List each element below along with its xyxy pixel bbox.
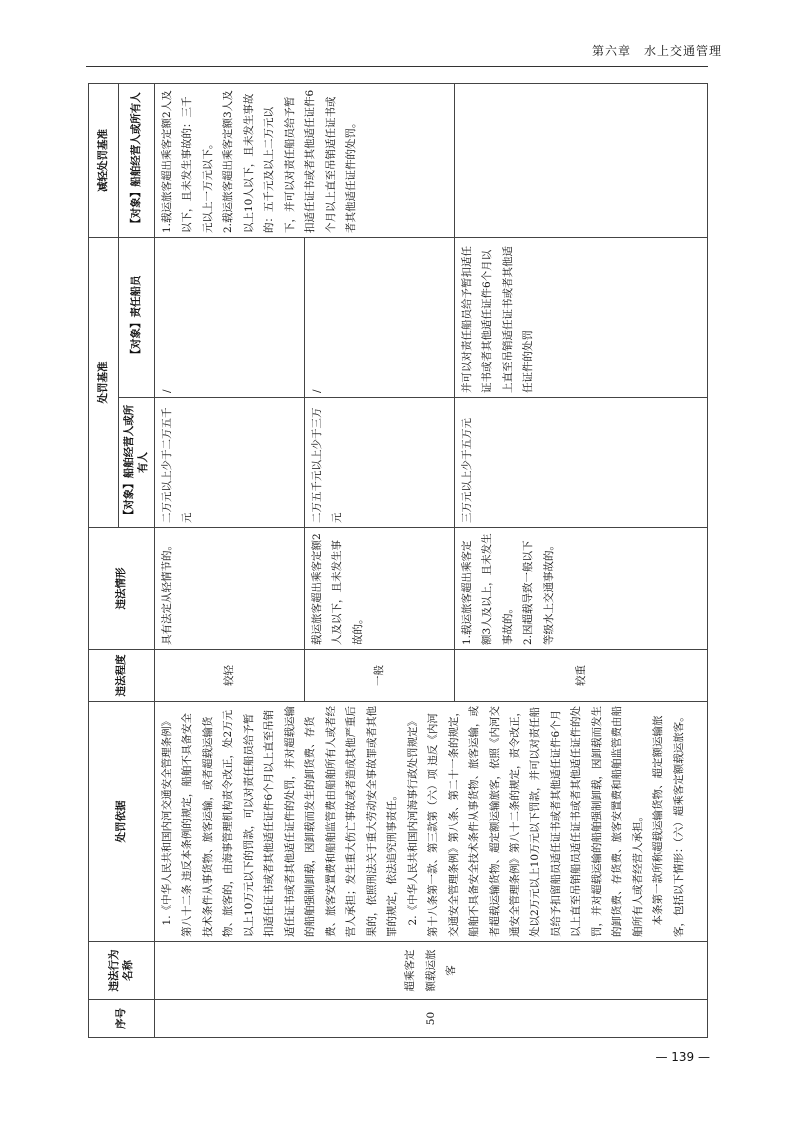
header-penalty-owner: 【对象】船舶经营人或所有人	[119, 398, 155, 528]
cell-mitigate-empty	[455, 84, 708, 238]
header-name: 违法行为名称	[89, 942, 155, 1000]
cell-crew-penalty: /	[305, 238, 455, 398]
page-number: — 139 —	[655, 1050, 710, 1064]
header-situation: 违法情形	[89, 528, 155, 650]
basis-paragraph-3: 本条第一款所称超载运输货物、超定额运输旅客，包括以下情形：（六）超乘客定额载运旅客。	[652, 711, 685, 937]
cell-crew-penalty: 并可以对责任船员给予暂扣适任证书或者其他适任证件6个月以上直至吊销适任证书或者其他适任证件的处罚	[455, 238, 708, 398]
cell-situation: 载运旅客超出乘客定额2人及以下，且未发生事故的。	[305, 528, 455, 650]
chapter-title: 第六章 水上交通管理	[591, 44, 722, 58]
penalty-table	[88, 83, 708, 1038]
header-rule	[86, 66, 708, 67]
header-seq: 序号	[89, 1000, 155, 1038]
cell-seq: 50	[155, 1000, 708, 1038]
cell-basis	[155, 702, 708, 942]
basis-paragraph-2: 2.《中华人民共和国内河海事行政处罚规定》第十八条第一款、第三款第（六）项 违反《内河交通安全管理条例》第八条、第二十一条的规定，船舶不具备安全技术条件从事货物、旅客运输，或者超载运输货物、超定额运输旅客，依照《内河交通安全管理条例》第八十二条的规定，责令改正，处以2万元以上10万元以下罚款，并可以对责任船员给予扣留船员适任证书或者其他适任证件6个月以上直至吊销船员适任证书或者其他适任证件的处罚，并对超载运输的船舶强制卸载，因卸载而发生的卸货费、存货费、旅客安置费和船舶监管费由船舶所有人或者经营人承担。	[406, 706, 644, 937]
cell-degree: 较重	[455, 650, 708, 702]
header-mitigate-owner: 【对象】船舶经营人或所有人	[119, 84, 155, 238]
cell-situation: 1.载运旅客超出乘客定额3人及以上，且未发生事故的。 2.因超载导致一般以下等级水上交通事故的。	[455, 528, 708, 650]
cell-degree: 一般	[305, 650, 455, 702]
header-basis: 处罚依据	[89, 702, 155, 942]
header-penalty-crew: 【对象】责任船员	[119, 238, 155, 398]
cell-owner-penalty: 三万元以上少于五万元	[455, 398, 708, 528]
cell-owner-penalty: 二万元以上少于二万五千元	[155, 398, 305, 528]
header-mitigate-group: 减轻处罚基准	[89, 84, 119, 238]
cell-mitigate: 1.载运旅客超出乘客定额2人及以下，且未发生事故的：三千元以上一万元以下。 2.载运旅客超出乘客定额3人及以上10人以下，且未发生事故的：五千元及以上二万元以下，并可以对责任船员给予暂扣适任证书或者其他适任证件6个月以上直至吊销适任证书或者其他适任证件的处罚。	[155, 84, 455, 238]
cell-name: 超乘客定额载运旅客	[155, 942, 708, 1000]
header-penalty-group: 处罚基准	[89, 238, 119, 528]
basis-paragraph-1: 1.《中华人民共和国内河交通安全管理条例》第八十二条 违反本条例的规定，船舶不具备安全技术条件从事货物、旅客运输，或者超载运输货物、旅客的，由海事管理机构责令改正，处2万元以上10万元以下的罚款，可以对责任船员给予暂扣适任证书或者其他适任证件6个月以上直至吊销适任证书或者其他适任证件的处罚，并对超载运输的船舶强制卸载，因卸载而发生的卸货费、存货费、旅客安置费和船舶监管费由船舶所有人或者经营人承担；发生重大伤亡事故或者造成其他严重后果的，依照刑法关于重大劳动安全事故罪或者其他罪的规定，依法追究刑事责任。	[161, 706, 399, 937]
cell-situation: 具有法定从轻情节的。	[155, 528, 305, 650]
rotated-table-wrapper	[88, 84, 708, 1038]
cell-owner-penalty: 二万五千元以上少于三万元	[305, 398, 455, 528]
cell-crew-penalty: /	[155, 238, 305, 398]
header-degree: 违法程度	[89, 650, 155, 702]
cell-degree: 较轻	[155, 650, 305, 702]
